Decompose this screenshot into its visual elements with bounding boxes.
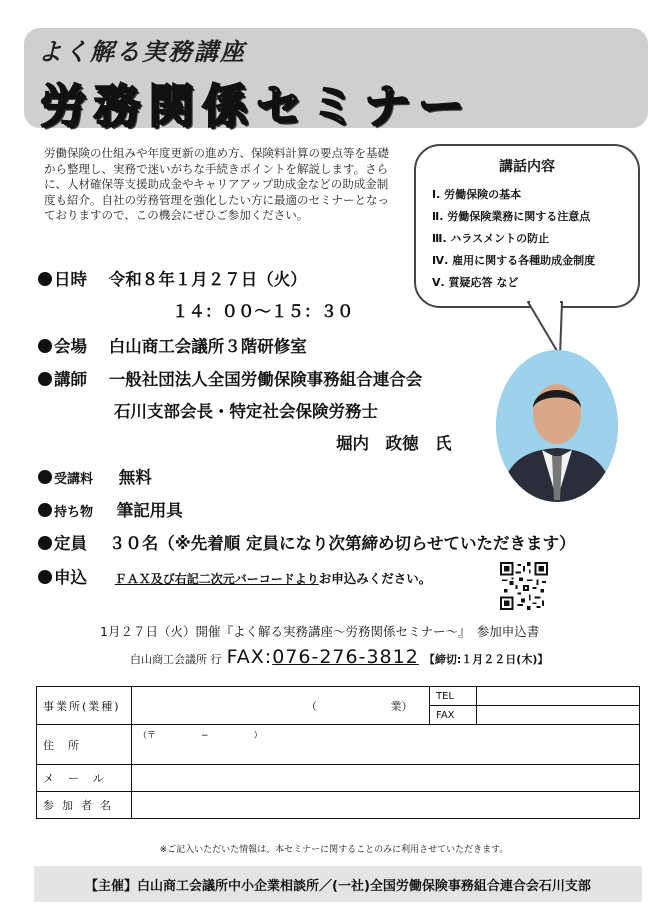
apply-suffix: お申込みください。 [318,571,432,586]
bullet-icon [38,272,52,286]
apply-row [38,564,431,588]
apply-method: ＦＡＸ及び右記二次元バーコードより [114,572,319,586]
lecturer-row [38,366,422,390]
topic-item: Ⅰ. 労働保険の基本 [432,188,522,201]
participant-field[interactable] [132,792,640,819]
date-value: 令和８年１月２７日（火） [108,270,307,289]
bullet-icon [38,570,52,584]
fax-destination: 白山商工会議所 行 [130,653,222,666]
series-title: よく解る実務講座 [38,38,246,66]
speaker-portrait [496,350,618,502]
lecturer-org: 一般社団法人全国労働保険事務組合連合会 [108,370,423,389]
capacity-row [38,530,576,554]
time-value: １４：００〜１５：３０ [172,302,354,321]
qr-code-icon[interactable] [500,562,548,610]
address-field[interactable] [132,725,640,765]
topics-list [432,184,595,294]
items-label: 持ち物 [54,505,94,520]
business-hint-close: 業） [390,699,413,713]
fax-field[interactable] [477,706,640,725]
venue-label: 会場 [54,337,87,356]
participant-label: 参加者名 [37,792,132,819]
organizer-footer [34,866,642,902]
address-label: 住所 [37,725,132,765]
deadline-note: 【締切:１月２２日(木)】 [423,653,549,666]
bullet-icon [38,470,52,484]
capacity-label: 定員 [54,534,87,553]
items-row [38,497,183,521]
business-field[interactable] [132,687,430,725]
fax-field-label: FAX [430,706,477,725]
venue-row [38,333,307,357]
items-value: 筆記用具 [116,501,183,520]
fee-label: 受講料 [54,472,94,487]
fax-number: 076-276-3812 [272,646,419,668]
capacity-value: ３０名（※先着順 定員になり次第締め切らせていただきます） [108,534,576,553]
fax-line [130,646,548,668]
business-hint-open: （ [306,699,317,713]
bullet-icon [38,536,52,550]
apply-label: 申込 [54,568,87,587]
topic-item: Ⅱ. 労働保険業務に関する注意点 [432,210,591,223]
fee-value: 無料 [118,468,152,487]
email-field[interactable] [132,765,640,792]
bullet-icon [38,372,52,386]
tel-field[interactable] [477,687,640,706]
topics-title: 講話内容 [499,159,555,175]
application-form [36,686,640,819]
topic-item: Ⅳ. 雇用に関する各種助成金制度 [432,254,596,267]
date-row [38,266,307,290]
speaker-photo-icon [496,350,618,502]
bullet-icon [38,339,52,353]
business-label: 事業所(業種) [37,687,132,725]
topic-item: Ⅴ. 質疑応答 など [432,276,519,289]
email-label: メール [37,765,132,792]
privacy-note: ※ご記入いただいた情報は、本セミナーに関することのみに利用させていただきます。 [159,845,509,855]
venue-value: 白山商工会議所３階研修室 [108,337,307,356]
date-label: 日時 [54,270,87,289]
bullet-icon [38,503,52,517]
organizer-text: 【主催】白山商工会議所中小企業相談所／(一社)全国労働保険事務組合連合会石川支部 [85,878,591,894]
postal-hint: （〒 − ） [138,731,263,741]
fee-row [38,464,152,488]
lecturer-label: 講師 [54,370,87,389]
lecturer-title: 石川支部会長・特定社会保険労務士 [114,402,378,421]
application-title: 1月２７日（火）開催『よく解る実務講座〜労務関係セミナー〜』 参加申込書 [100,624,540,639]
fax-label: FAX: [226,646,273,668]
intro-text: 労働保険の仕組みや年度更新の進め方、保険料計算の要点等を基礎から整理し、実務で迷いがちな手続きポイントを解説します。さらに、人材確保等支援助成金やキャリアアップ助成金などの助成金制度も紹介。自社の労務管理を強化したい方に最適のセミナーとなっておりますので、この機会にぜひご参加ください。 [44,146,389,222]
topic-item: Ⅲ. ハラスメントの防止 [432,232,550,245]
page-title: 労務関係セミナー [40,79,472,133]
tel-label: TEL [430,687,477,706]
lecturer-name: 堀内 政徳 氏 [336,434,452,453]
